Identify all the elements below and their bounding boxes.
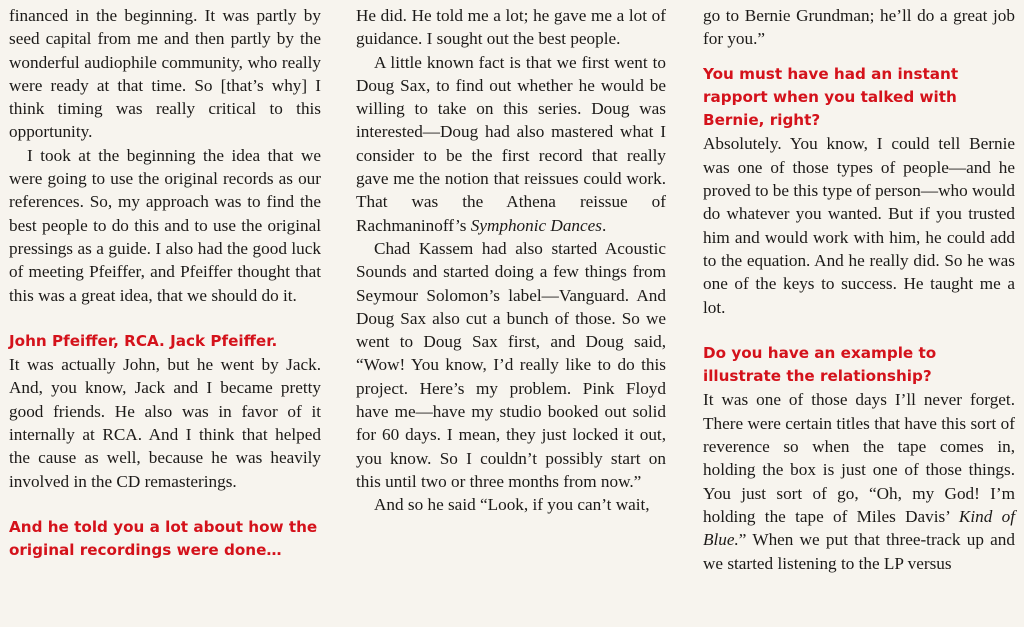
column-1: [9, 4, 321, 563]
album-title: Symphonic Dances: [470, 215, 602, 235]
paragraph: He did. He told me a lot; he gave me a lot of guidance. I sought out the best people.: [356, 6, 666, 49]
paragraph: go to Bernie Grundman; he’ll do a great job for you.”: [703, 6, 1015, 49]
column-3: [703, 4, 1015, 575]
interview-question: John Pfeiffer, RCA. Jack Pfeiffer.: [9, 331, 278, 350]
interview-question: Do you have an example to illustrate the relationship?: [703, 343, 937, 386]
paragraph: And so he said “Look, if you can’t wait,: [374, 495, 650, 515]
paragraph: A little known fact is that we first went to Doug Sax, to find out whether he would be willing to take on this series. Doug was interested—Doug had also mastered what I consider to be the first record that really gave me the notion that reissues could work. That was the Athena reissue of Rachmaninoff’s Symphonic Dances.: [356, 52, 666, 235]
interview-question: You must have had an instant rapport when you talked with Bernie, right?: [703, 64, 959, 130]
paragraph: Absolutely. You know, I could tell Bernie was one of those types of people—and he proved to be this type of person—who would do whatever you wanted. But if you trusted him and would work with him, he could add to the equation. And he really did. So he was one of the keys to success. He taught me a lot.: [703, 134, 1015, 317]
paragraph: financed in the beginning. It was partly by seed capital from me and then partly by the wonderful audiophile community, who really were ready at that time. So [that’s why] I think timing was really critical to this opportunity.: [9, 6, 321, 142]
paragraph: It was one of those days I’ll never forget. There were certain titles that have this sort of reverence so when the tape comes in, holding the box is just one of those things. You just sort of go, “Oh, my God! I’m holding the tape of Miles Davis’ Kind of Blue.” When we put that three-track up and we started listening to the LP versus: [703, 390, 1016, 573]
interview-question: And he told you a lot about how the original recordings were done…: [9, 517, 318, 560]
column-2: [356, 4, 666, 517]
paragraph: I took at the beginning the idea that we were going to use the original records as our references. So, my approach was to find the best people to do this and to use the original pressings as a guide. I also had the good luck of meeting Pfeiffer, and Pfeiffer thought that this was a great idea, that we should do it.: [9, 145, 321, 305]
paragraph: Chad Kassem had also started Acoustic Sounds and started doing a few things from Seymour Solomon’s label—Vanguard. And Doug Sax also cut a bunch of those. So we went to Doug Sax first, and Doug said, “Wow! You know, I’d really like to do this project. Here’s my problem. Pink Floyd have me—have my studio booked out solid for 60 days. I mean, they just locked it out, you know. So I couldn’t possibly start on this until two or three months from now.”: [356, 238, 666, 491]
paragraph: It was actually John, but he went by Jack. And, you know, Jack and I became pretty good friends. He also was in favor of it internally at RCA. And I think that helped the cause as well, because he was heavily involved in the CD remasterings.: [9, 355, 321, 491]
album-title: Kind of Blue.: [703, 506, 1016, 550]
